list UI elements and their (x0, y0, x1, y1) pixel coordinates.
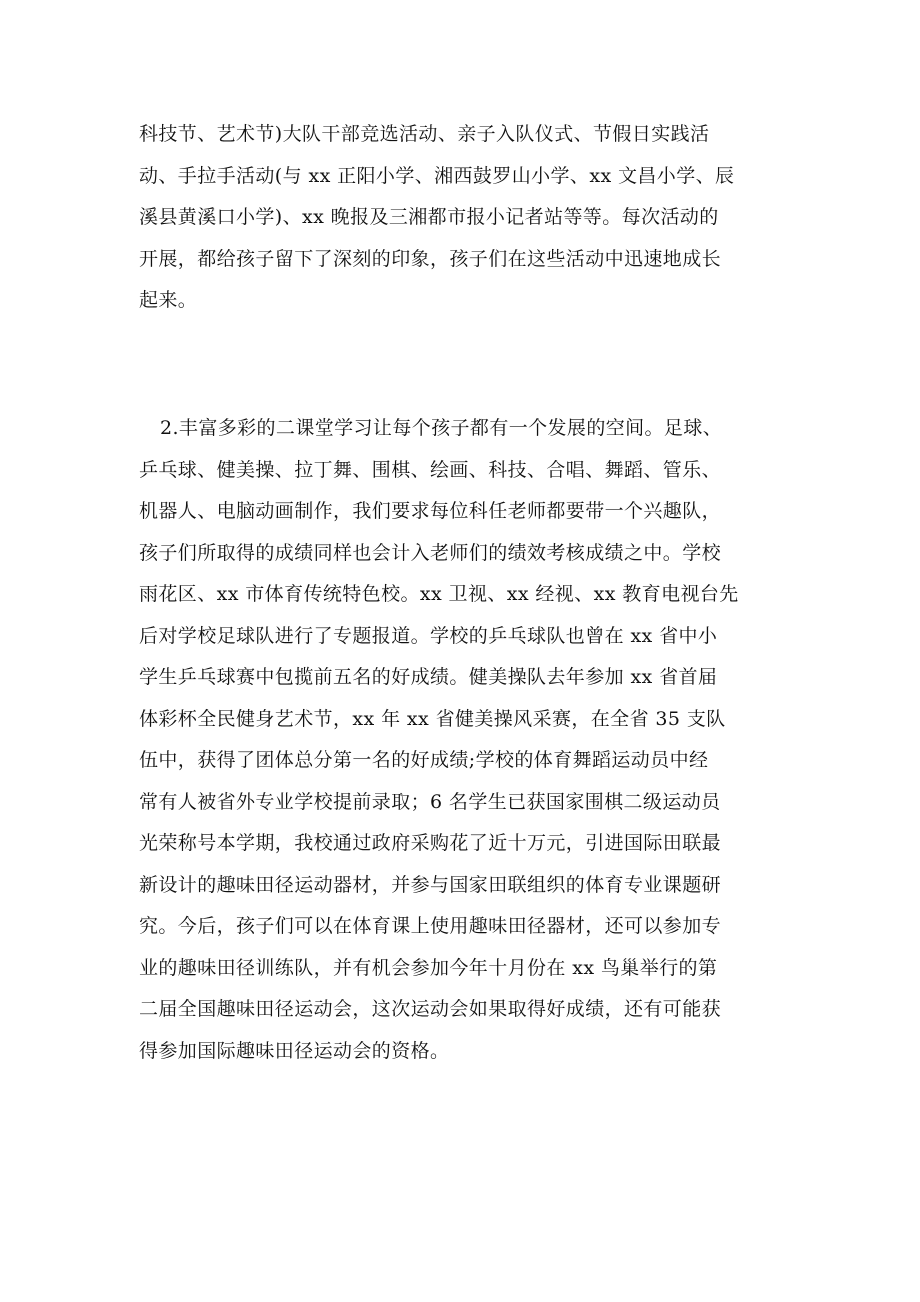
text-line: 业的趣味田径训练队，并有机会参加今年十月份在 xx 鸟巢举行的第 (139, 956, 718, 979)
text-line: 常有人被省外专业学校提前录取；6 名学生已获国家围棋二级运动员 (139, 790, 721, 813)
text-line: 后对学校足球队进行了专题报道。学校的乒乓球队也曾在 xx 省中小 (139, 624, 718, 647)
text-line: 溪县黄溪口小学)、xx 晚报及三湘都市报小记者站等等。每次活动的 (139, 206, 719, 228)
text-line: 开展，都给孩子留下了深刻的印象，孩子们在这些活动中迅速地成长 (139, 247, 722, 270)
text-line: 机器人、电脑动画制作，我们要求每位科任老师都要带一个兴趣队， (139, 500, 722, 522)
text-line: 2.丰富多彩的二课堂学习让每个孩子都有一个发展的空间。足球、 (160, 417, 723, 439)
text-line: 新设计的趣味田径运动器材，并参与国家田联组织的体育专业课题研 (139, 873, 722, 896)
text-line: 学生乒乓球赛中包揽前五名的好成绩。健美操队去年参加 xx 省首届 (139, 666, 718, 688)
paragraph-second-classroom (139, 408, 789, 1072)
text-line: 究。今后，孩子们可以在体育课上使用趣味田径器材，还可以参加专 (139, 915, 722, 937)
text-line: 动、手拉手活动(与 xx 正阳小学、湘西鼓罗山小学、xx 文昌小学、辰 (139, 164, 735, 187)
text-line: 雨花区、xx 市体育传统特色校。xx 卫视、xx 经视、xx 教育电视台先 (139, 583, 739, 605)
text-line: 起来。 (139, 289, 198, 311)
text-line: 光荣称号本学期，我校通过政府采购花了近十万元，引进国际田联最 (139, 832, 722, 854)
text-line: 伍中，获得了团体总分第一名的好成绩;学校的体育舞蹈运动员中经 (139, 749, 709, 771)
paragraph-activities (139, 114, 789, 322)
text-line: 得参加国际趣味田径运动会的资格。 (139, 1039, 450, 1062)
text-line: 科技节、艺术节)大队干部竞选活动、亲子入队仪式、节假日实践活 (139, 123, 710, 145)
text-line: 乒乓球、健美操、拉丁舞、围棋、绘画、科技、合唱、舞蹈、管乐、 (139, 458, 722, 481)
text-line: 体彩杯全民健身艺术节，xx 年 xx 省健美操风采赛，在全省 35 支队 (139, 707, 726, 730)
text-line: 孩子们所取得的成绩同样也会计入老师们的绩效考核成绩之中。学校 (139, 541, 722, 564)
text-line: 二届全国趣味田径运动会，这次运动会如果取得好成绩，还有可能获 (139, 998, 722, 1020)
